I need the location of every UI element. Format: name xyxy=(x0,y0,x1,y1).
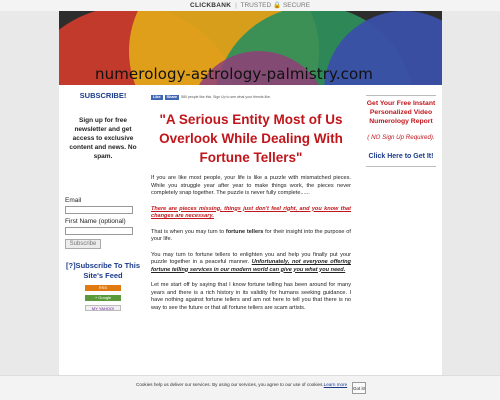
learn-more-link[interactable]: Learn more xyxy=(323,382,348,387)
no-signup-note: ( NO Sign Up Required). xyxy=(367,134,435,141)
page-container xyxy=(59,11,442,400)
newsletter-form xyxy=(65,197,141,249)
subscribe-heading: SUBSCRIBE! xyxy=(79,91,127,100)
email-field[interactable] xyxy=(65,206,133,214)
facebook-like-widget xyxy=(151,95,351,100)
add-to-my-yahoo-button[interactable]: MY YAHOO! xyxy=(85,305,121,311)
add-to-google-button[interactable]: + Google xyxy=(85,295,121,301)
cookie-consent-bar xyxy=(0,375,500,400)
divider xyxy=(366,95,436,96)
secure-label: SECURE xyxy=(282,2,311,9)
subscribe-description: Sign up for free newsletter and get access to exclusive content and news. No spam. xyxy=(69,117,137,160)
firstname-label: First Name (optional) xyxy=(65,218,126,225)
lock-icon: 🔒 xyxy=(273,2,282,9)
left-sidebar xyxy=(65,91,141,311)
paragraph-intro: If you are like most people, your life is like a puzzle with mismatched pieces. While you struggle year after year to make things work, the pieces never completely snap together. The puzzle is never fully complete...... xyxy=(151,175,351,196)
fb-like-button[interactable]: Like xyxy=(153,95,161,99)
email-label: Email xyxy=(65,197,82,204)
rss-feed-heading[interactable]: [?]Subscribe To This Site's Feed xyxy=(65,261,141,280)
paragraph-missing-pieces: There are pieces missing, things just don't feel right, and you know that changes are necessary. xyxy=(151,205,351,219)
feed-buttons xyxy=(65,285,141,311)
cookie-text: Cookies help us deliver our services. By using our services, you agree to our use of cookies. xyxy=(136,382,324,387)
emphasis-phrase: Unfortunately, not everyone offering fortune telling services in our modern world can give you what you need. xyxy=(151,259,351,273)
bold-phrase: fortune tellers xyxy=(225,228,264,235)
paragraph-history: Let me start off by saying that I know fortune telling has been around for many years and there is a rich history in its validity for humans seeking guidance. I have nothing against fortune tellers and am not here to tell you that there is no way to see the future or that all fortune tellers are scam artists. xyxy=(151,282,351,311)
paragraph-text: That is when you may turn to xyxy=(151,228,225,235)
free-report-offer[interactable]: Get Your Free Instant Personalized Video Numerology Report xyxy=(366,100,436,125)
main-content xyxy=(151,95,351,320)
clickbank-brand: CLICKBANK xyxy=(189,2,232,9)
paragraph-text: You may turn to fortune tellers to enlighten you and help you finally put your puzzle together in a peaceful manner. xyxy=(151,251,351,265)
topbar-separator: | xyxy=(235,2,237,9)
clickbank-trust-bar xyxy=(0,0,500,11)
page-headline: "A Serious Entity Most of Us Overlook While Dealing With Fortune Tellers" xyxy=(159,112,343,165)
fb-share-button[interactable]: Share xyxy=(166,95,178,99)
site-banner xyxy=(59,11,442,85)
cookie-accept-button[interactable]: Got it! xyxy=(352,382,366,394)
cookie-message xyxy=(136,382,347,387)
paragraph-enlighten xyxy=(151,252,351,275)
article-body xyxy=(151,175,351,312)
site-title[interactable]: numerology-astrology-palmistry.com xyxy=(95,65,374,83)
trusted-label: TRUSTED xyxy=(240,2,272,9)
fb-like-count: 580 people like this. Sign Up to see what your friends like. xyxy=(181,95,271,99)
first-name-field[interactable] xyxy=(65,227,133,235)
paragraph-fortune-tellers xyxy=(151,229,351,244)
get-it-link[interactable]: Click Here to Get It! xyxy=(368,153,434,160)
subscribe-button[interactable]: Subscribe xyxy=(65,239,101,249)
paragraph-text: for their insight into the purpose of your life. xyxy=(151,228,351,242)
right-sidebar xyxy=(361,95,441,167)
rss-button[interactable]: RSS xyxy=(85,285,121,291)
divider xyxy=(366,166,436,167)
